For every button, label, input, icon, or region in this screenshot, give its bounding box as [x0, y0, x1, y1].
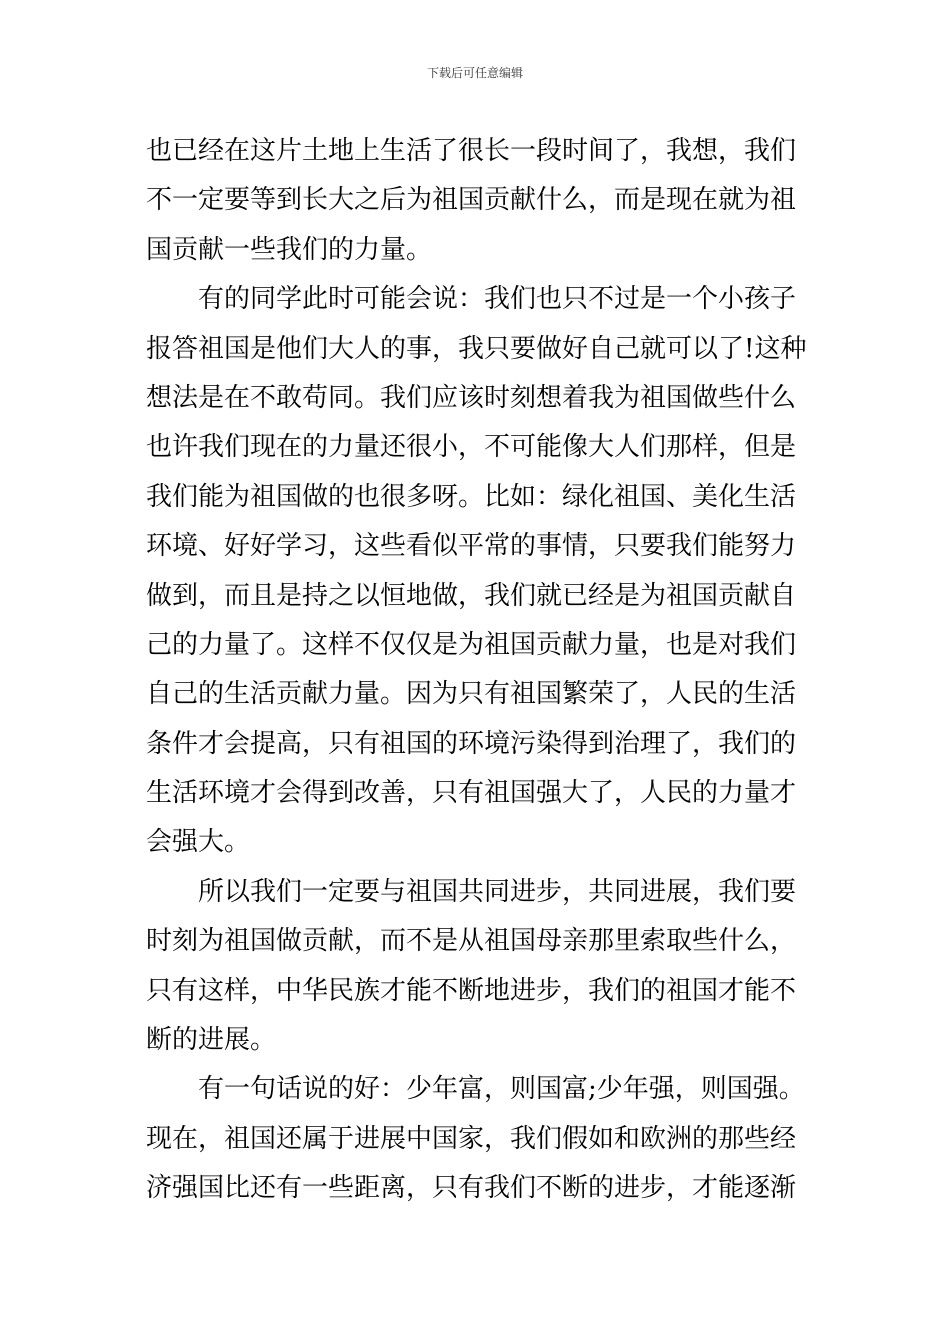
text-line: 不一定要等到长大之后为祖国贡献什么，而是现在就为祖: [146, 185, 797, 216]
text-line: 会强大。: [146, 827, 251, 858]
text-line: 也许我们现在的力量还很小，不可能像大人们那样，但是: [146, 432, 797, 463]
paragraph: [146, 127, 810, 275]
document-body: [146, 127, 810, 1214]
text-line: 所以我们一定要与祖国共同进步，共同进展，我们要: [198, 876, 797, 907]
text-line: 断的进展。: [146, 1025, 277, 1056]
text-line: 条件才会提高，只有祖国的环境污染得到治理了，我们的: [146, 728, 797, 759]
page-header: 下载后可任意编辑: [426, 66, 523, 80]
text-line: 现在，祖国还属于进展中国家，我们假如和欧洲的那些经: [146, 1123, 797, 1154]
text-line: 有的同学此时可能会说：我们也只不过是一个小孩子: [198, 284, 797, 315]
text-line: 报答祖国是他们大人的事，我只要做好自己就可以了!这种: [146, 333, 807, 364]
text-line: 只有这样，中华民族才能不断地进步，我们的祖国才能不: [146, 975, 797, 1006]
text-line: 济强国比还有一些距离，只有我们不断的进步，才能逐渐: [146, 1173, 797, 1204]
text-line: 我们能为祖国做的也很多呀。比如：绿化祖国、美化生活: [146, 481, 797, 512]
text-line: 时刻为祖国做贡献，而不是从祖国母亲那里索取些什么，: [146, 926, 797, 957]
text-line: 想法是在不敢苟同。我们应该时刻想着我为祖国做些什么: [146, 382, 797, 413]
paragraph: [146, 1065, 810, 1213]
text-line: 也已经在这片土地上生活了很长一段时间了，我想，我们: [146, 136, 797, 166]
paragraph: [146, 868, 810, 1066]
text-line: 国贡献一些我们的力量。: [146, 234, 433, 265]
text-line: 环境、好好学习，这些看似平常的事情，只要我们能努力: [146, 531, 797, 562]
text-line: 做到，而且是持之以恒地做，我们就已经是为祖国贡献自: [146, 580, 797, 611]
text-line: 生活环境才会得到改善，只有祖国强大了，人民的力量才: [146, 778, 797, 809]
text-line: 自己的生活贡献力量。因为只有祖国繁荣了，人民的生活: [146, 679, 797, 710]
text-line: 有一句话说的好：少年富，则国富;少年强，则国强。: [198, 1074, 805, 1105]
text-line: 己的力量了。这样不仅仅是为祖国贡献力量，也是对我们: [146, 629, 797, 660]
paragraph: [146, 275, 810, 868]
